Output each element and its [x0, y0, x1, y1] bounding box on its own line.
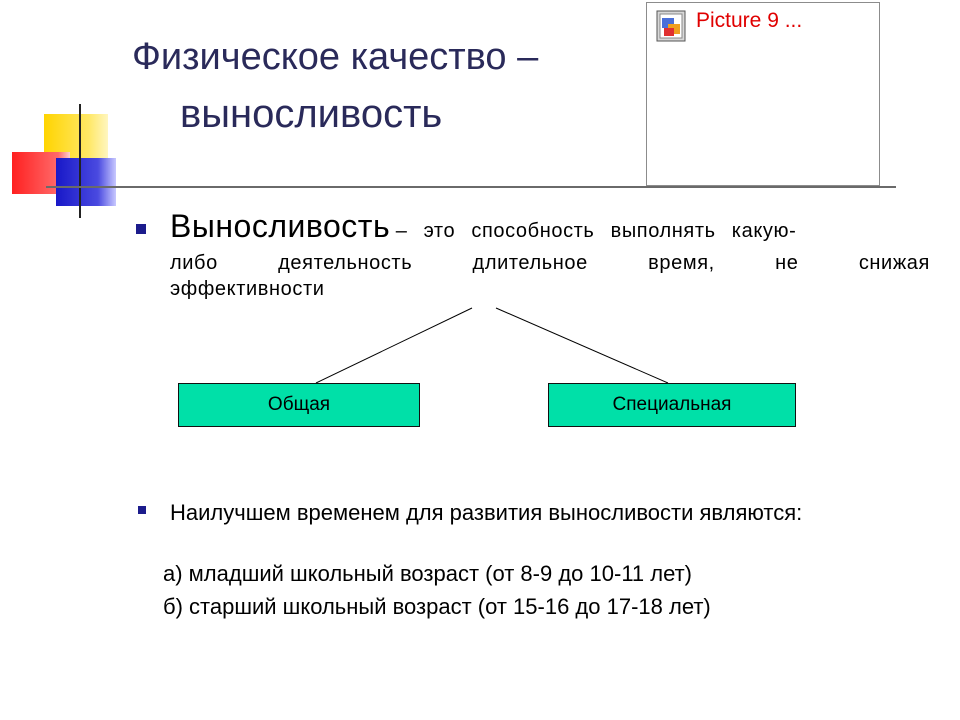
picture-placeholder-label: Picture 9 ... [696, 9, 803, 32]
slide-title-line2: выносливость [180, 92, 443, 136]
bullet-marker [138, 506, 146, 514]
type-general-box [178, 383, 420, 427]
connector-right [496, 308, 668, 383]
type-special-box [548, 383, 796, 427]
connector-left [316, 308, 472, 383]
best-time-item-b: б) старший школьный возраст (от 15-16 до 17-18 лет) [163, 594, 711, 619]
definition-term: Выносливость [170, 208, 391, 244]
definition-word: деятельность [278, 252, 413, 274]
definition-line3: эффективности [170, 278, 325, 300]
definition-word: не [775, 252, 799, 274]
definition-word: снижая [858, 252, 930, 274]
slide-title-line1: Физическое качество – [132, 36, 539, 78]
definition-word: время, [648, 252, 715, 274]
best-time-item-a: а) младший школьный возраст (от 8-9 до 10-11 лет) [163, 561, 693, 586]
definition-word: либо [170, 252, 218, 274]
definition-text-line1: – это способность выполнять какую- [395, 220, 797, 242]
best-time-intro: Наилучшем временем для развития выносливости являются: [170, 500, 803, 525]
definition-word: длительное [472, 252, 588, 274]
type-general-label: Общая [267, 394, 331, 415]
type-special-label: Специальная [612, 394, 732, 415]
